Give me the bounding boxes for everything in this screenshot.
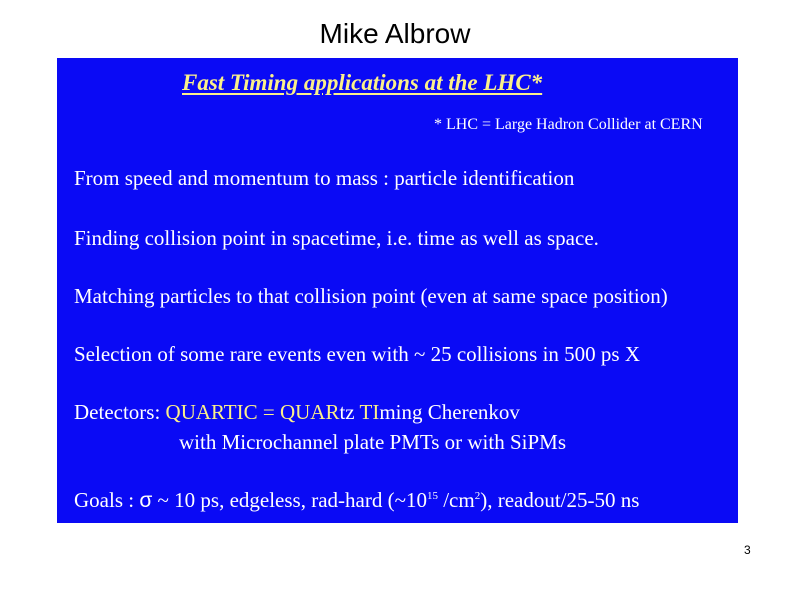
detectors-tz: tz	[339, 400, 360, 424]
goals-prefix: Goals :	[74, 488, 140, 512]
goals-part1: ~ 10 ps, edgeless, rad-hard (~10	[152, 488, 427, 512]
slide-panel	[57, 58, 738, 523]
detectors-prefix: Detectors:	[74, 400, 166, 424]
goals-part2: /cm	[437, 488, 475, 512]
footnote: * LHC = Large Hadron Collider at CERN	[434, 116, 703, 133]
bullet-line-4: Selection of some rare events even with ~ 25 collisions in 500 ps X	[74, 342, 641, 366]
detectors-name: QUARTIC = QUAR	[165, 400, 340, 424]
bullet-line-2: Finding collision point in spacetime, i.e. time as well as space.	[74, 226, 599, 250]
detectors-rest: ming Cherenkov	[379, 400, 520, 424]
sigma-symbol: σ	[139, 489, 153, 512]
goals-exponent: 15	[426, 490, 438, 502]
goals-line	[74, 488, 639, 513]
goals-exponent-2: 2	[474, 490, 481, 502]
detectors-line	[74, 400, 520, 425]
slide-heading: Fast Timing applications at the LHC*	[182, 70, 543, 95]
goals-part3: ), readout/25-50 ns	[480, 488, 640, 512]
detectors-line-2: with Microchannel plate PMTs or with SiPMs	[179, 430, 567, 454]
page-title: Mike Albrow	[319, 18, 471, 49]
bullet-line-3: Matching particles to that collision point (even at same space position)	[74, 284, 668, 308]
bullet-line-1: From speed and momentum to mass : particle identification	[74, 166, 575, 190]
slide-number: 3	[744, 543, 751, 557]
detectors-ti: TI	[359, 400, 380, 424]
